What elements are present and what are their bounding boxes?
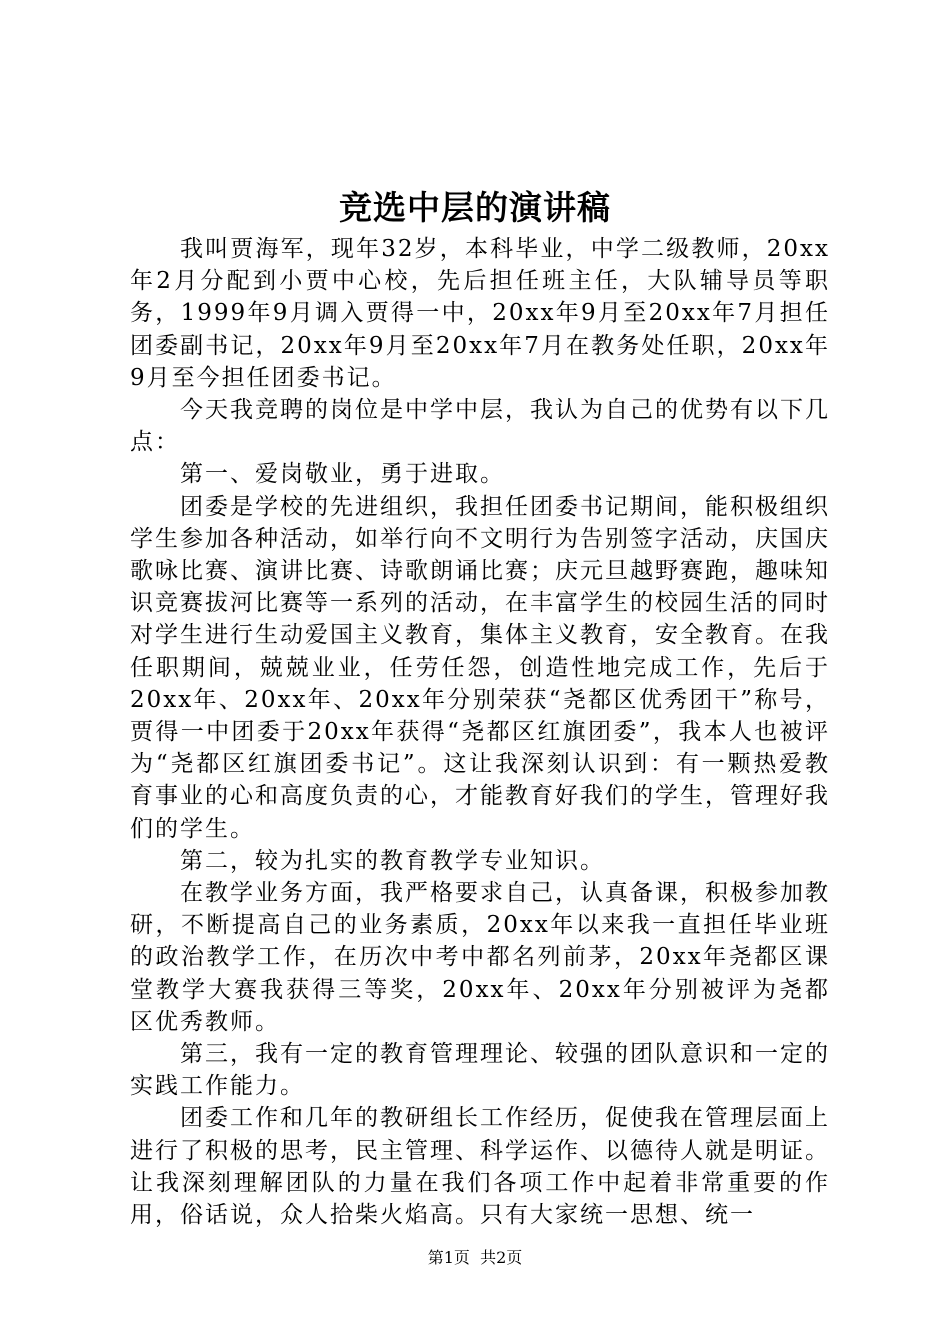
paragraph-point-three-body: 团委工作和几年的教研组长工作经历，促使我在管理层面上进行了积极的思考，民主管理、科学运作、以德待人就是明证。让我深刻理解团队的力量在我们各项工作中起着非常重要的作用，俗话说，众人拾柴火焰高。只有大家统一思想、统一 (130, 1105, 830, 1229)
paragraph-position: 今天我竞聘的岗位是中学中层，我认为自己的优势有以下几点： (130, 397, 830, 456)
document-body (130, 233, 830, 1231)
page-footer (0, 1247, 950, 1269)
paragraph-point-two-heading: 第二，较为扎实的教育教学专业知识。 (180, 847, 605, 874)
paragraph-point-one-heading: 第一、爱岗敬业，勇于进取。 (180, 461, 505, 488)
page-number: 第1页 (427, 1248, 470, 1267)
paragraph-point-three-heading: 第三，我有一定的教育管理理论、较强的团队意识和一定的实践工作能力。 (130, 1041, 830, 1100)
paragraph-point-two-body: 在教学业务方面，我严格要求自己，认真备课，积极参加教研，不断提高自己的业务素质，20xx年以来我一直担任毕业班的政治教学工作，在历次中考中都名列前茅，20xx年尧都区课堂教学大赛我获得三等奖，20xx年、20xx年分别被评为尧都区优秀教师。 (130, 880, 830, 1035)
paragraph-intro: 我叫贾海军，现年32岁，本科毕业，中学二级教师，20xx年2月分配到小贾中心校，先后担任班主任，大队辅导员等职务，1999年9月调入贾得一中，20xx年9月至20xx年7月担任团委副书记，20xx年9月至20xx年7月在教务处任职，20xx年9月至今担任团委书记。 (130, 236, 830, 391)
paragraph-point-one-body: 团委是学校的先进组织，我担任团委书记期间，能积极组织学生参加各种活动，如举行向不文明行为告别签字活动，庆国庆歌咏比赛、演讲比赛、诗歌朗诵比赛；庆元旦越野赛跑，趣味知识竞赛拔河比赛等一系列的活动，在丰富学生的校园生活的同时对学生进行生动爱国主义教育，集体主义教育，安全教育。在我任职期间，兢兢业业，任劳任怨，创造性地完成工作，先后于20xx年、20xx年、20xx年分别荣获“尧都区优秀团干”称号，贾得一中团委于20xx年获得“尧都区红旗团委”，我本人也被评为“尧都区红旗团委书记”。这让我深刻认识到：有一颗热爱教育事业的心和高度负责的心，才能教育好我们的学生，管理好我们的学生。 (130, 493, 830, 842)
document-title: 竞选中层的演讲稿 (339, 188, 611, 227)
page-total: 共2页 (480, 1248, 523, 1267)
footer-spacer (470, 1248, 480, 1267)
